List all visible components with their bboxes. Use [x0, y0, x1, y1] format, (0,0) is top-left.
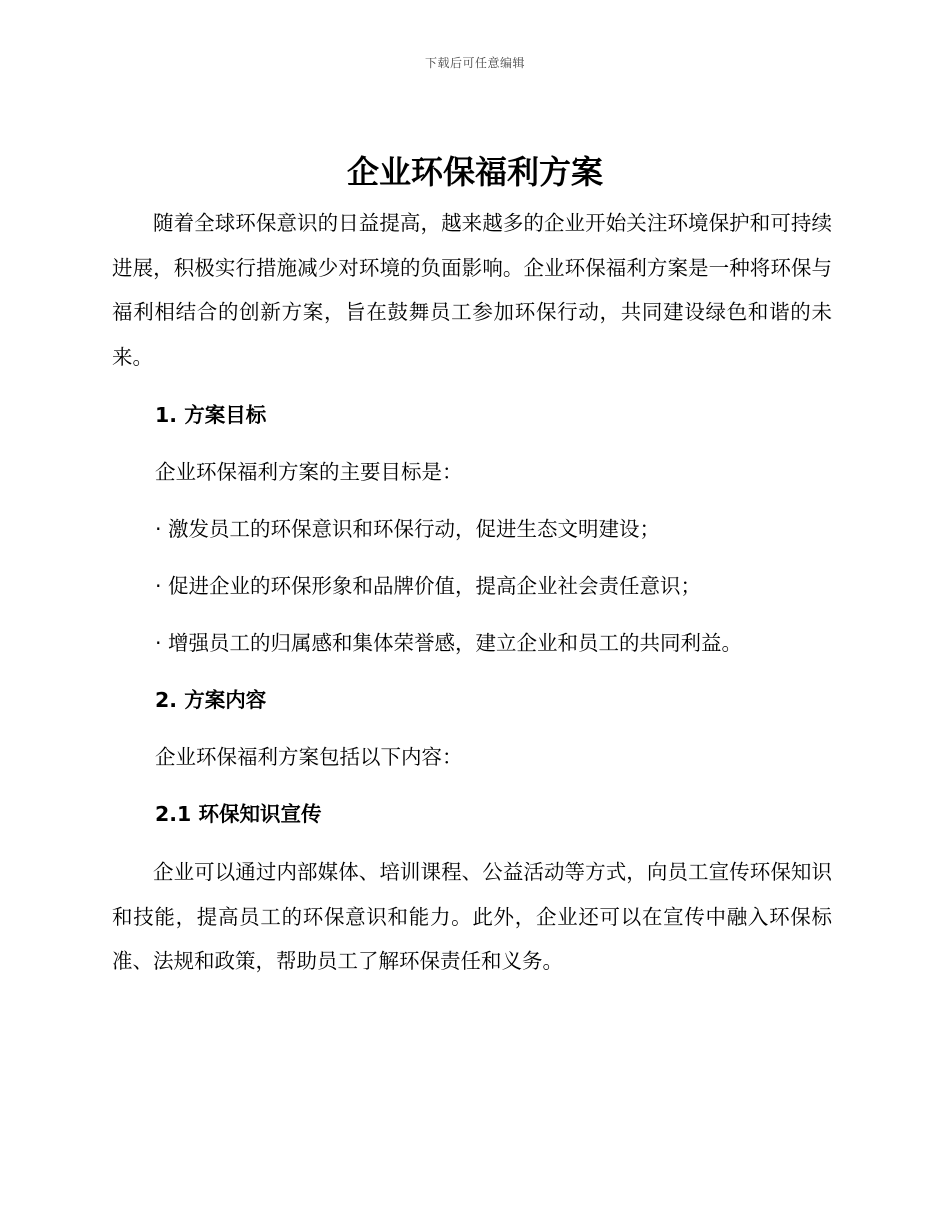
document-title: 企业环保福利方案 — [346, 153, 603, 191]
section-2-lead: 企业环保福利方案包括以下内容： — [155, 745, 463, 769]
intro-section — [112, 201, 832, 379]
page-header: 下载后可任意编辑 — [424, 56, 525, 70]
section-1-heading: 1. 方案目标 — [155, 403, 267, 427]
goal-bullet-1: · 激发员工的环保意识和环保行动，促进生态文明建设； — [155, 517, 661, 541]
subsection-2-1-paragraph: 企业可以通过内部媒体、培训课程、公益活动等方式，向员工宣传环保知识和技能，提高员工的环保意识和能力。此外，企业还可以在宣传中融入环保标准、法规和政策，帮助员工了解环保责任和义务。 — [112, 860, 832, 973]
subsection-2-1-section — [112, 850, 832, 984]
section-1-lead: 企业环保福利方案的主要目标是： — [155, 460, 463, 484]
goal-bullet-2: · 促进企业的环保形象和品牌价值，提高企业社会责任意识； — [155, 574, 702, 598]
intro-paragraph: 随着全球环保意识的日益提高，越来越多的企业开始关注环境保护和可持续进展，积极实行措施减少对环境的负面影响。企业环保福利方案是一种将环保与福利相结合的创新方案，旨在鼓舞员工参加环保行动，共同建设绿色和谐的未来。 — [112, 211, 832, 369]
goal-bullet-3: · 增强员工的归属感和集体荣誉感，建立企业和员工的共同利益。 — [155, 631, 743, 655]
section-2-heading: 2. 方案内容 — [155, 688, 267, 712]
subsection-2-1-heading: 2.1 环保知识宣传 — [155, 802, 322, 826]
